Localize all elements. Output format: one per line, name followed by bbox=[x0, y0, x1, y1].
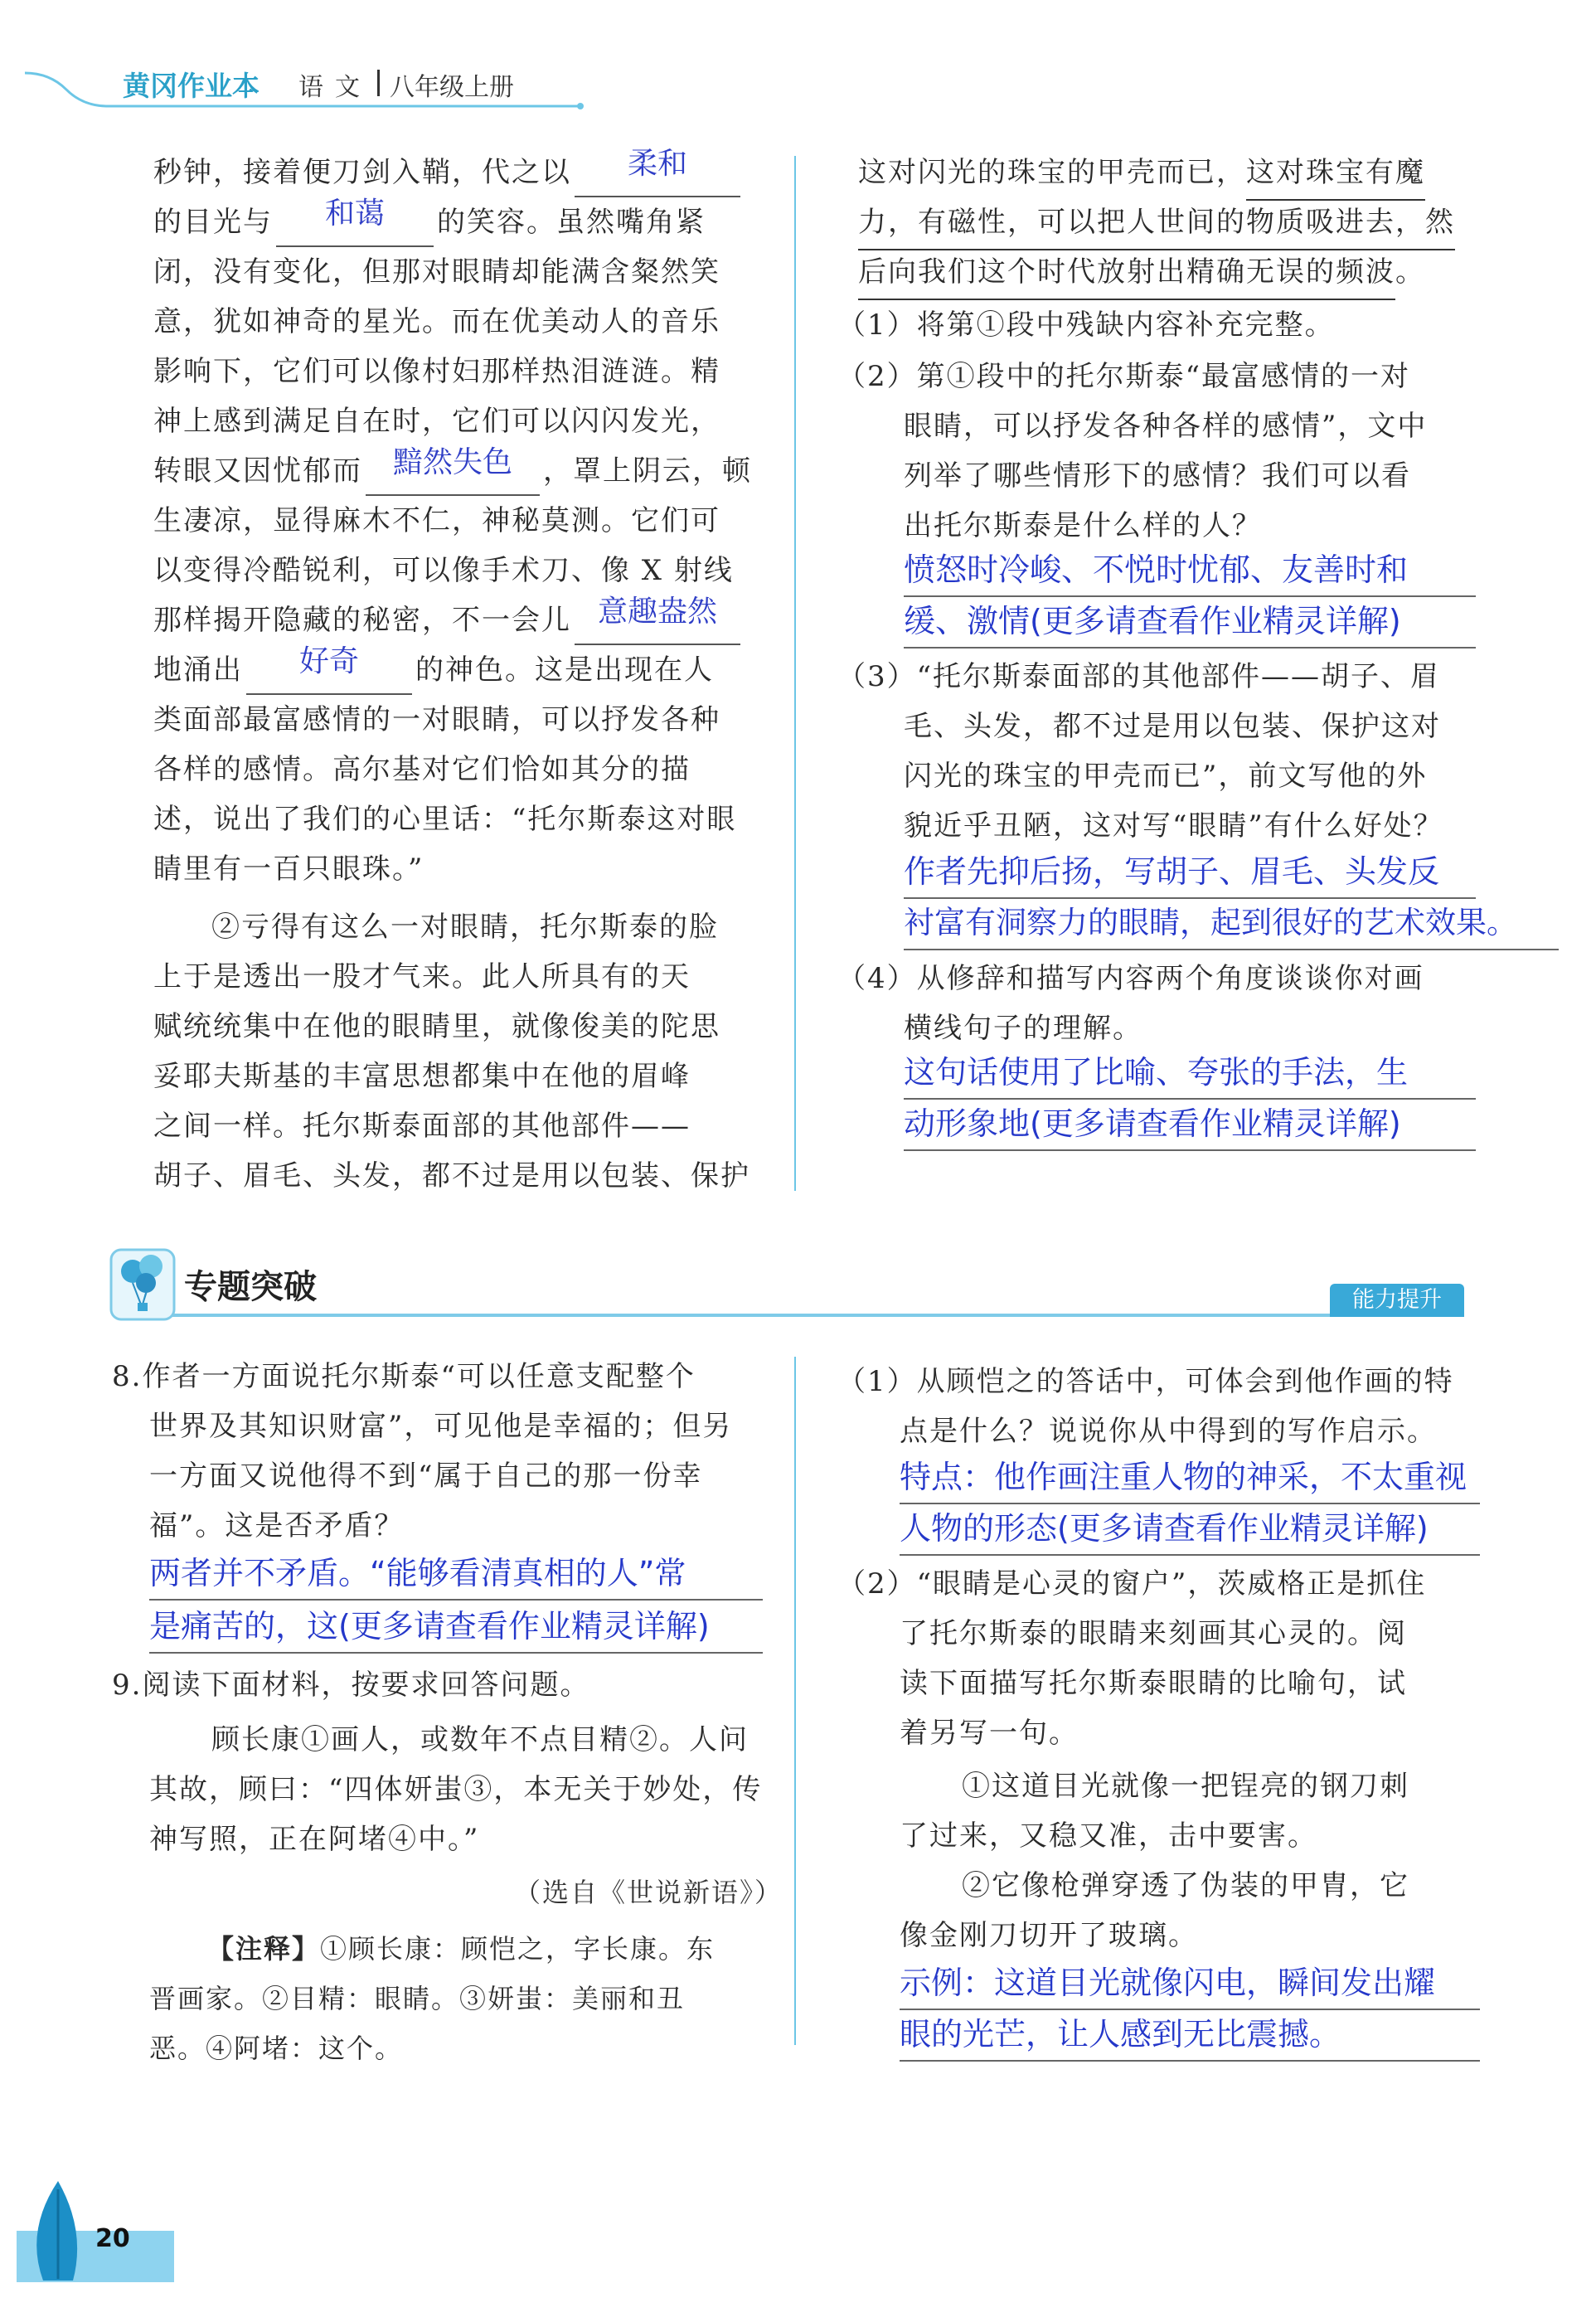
answer-line: 衬富有洞察力的眼睛，起到很好的艺术效果。 bbox=[904, 897, 1559, 950]
text-line: 之间一样。托尔斯泰面部的其他部件—— bbox=[153, 1110, 691, 1143]
answer-line: 示例：这道目光就像闪电，瞬间发出耀 bbox=[900, 1957, 1480, 2010]
text-line: 点是什么？说说你从中得到的写作启示。 bbox=[900, 1415, 1437, 1448]
section-rule bbox=[133, 1314, 1463, 1317]
text-line: 妥耶夫斯基的丰富思想都集中在他的眉峰 bbox=[153, 1060, 691, 1093]
fill-blank-4: 意趣盎然 bbox=[575, 605, 740, 645]
text-line: 貌近乎丑陋，这对写“眼睛”有什么好处？ bbox=[904, 809, 1443, 843]
classical-text-line: 其故，顾曰：“四体妍蚩③，本无关于妙处，传 bbox=[149, 1773, 763, 1806]
fill-blank-2: 和蔼 bbox=[276, 207, 434, 247]
question-4: （4）从修辞和描写内容两个角度谈谈你对画 bbox=[837, 962, 1424, 995]
text-line: 赋统统集中在他的眼睛里，就像俊美的陀思 bbox=[153, 1010, 720, 1043]
answer-line: 两者并不矛盾。“能够看清真相的人”常 bbox=[149, 1547, 763, 1601]
grade-label: 八年级上册 bbox=[390, 73, 514, 102]
underlined-sentence: 力，有磁性，可以把人世间的物质吸进去，然 bbox=[858, 197, 1455, 250]
text-line: 述，说出了我们的心里话：“托尔斯泰这对眼 bbox=[153, 803, 737, 836]
text-line: 睛里有一百只眼珠。” bbox=[153, 853, 424, 886]
answer-line: 动形象地(更多请查看作业精灵详解) bbox=[904, 1098, 1476, 1151]
text-line: 上于是透出一股才气来。此人所具有的天 bbox=[153, 960, 691, 993]
answer-line: 是痛苦的，这(更多请查看作业精灵详解) bbox=[149, 1601, 763, 1654]
text-line: 横线句子的理解。 bbox=[904, 1012, 1142, 1045]
text-line: 胡子、眉毛、头发，都不过是用以包装、保护 bbox=[153, 1159, 750, 1193]
text-line: 着另写一句。 bbox=[900, 1717, 1079, 1750]
text-line: 出托尔斯泰是什么样的人？ bbox=[904, 509, 1262, 542]
leaf-icon bbox=[0, 2173, 182, 2289]
text-line: 的目光与 和蔼 的笑容。虽然嘴角紧 bbox=[153, 197, 706, 247]
example-sentence: ②它像枪弹穿透了伪装的甲胄，它 bbox=[962, 1869, 1409, 1902]
text-line: 意，犹如神奇的星光。而在优美动人的音乐 bbox=[153, 305, 720, 338]
text-line: 闪光的珠宝的甲壳而已”，前文写他的外 bbox=[904, 760, 1428, 793]
fill-blank-1: 柔和 bbox=[575, 158, 740, 197]
text-line: 地涌出 好奇 的神色。这是出现在人 bbox=[153, 645, 714, 695]
classical-text-line: 神写照，正在阿堵④中。” bbox=[149, 1823, 480, 1856]
question-3: （3）“托尔斯泰面部的其他部件——胡子、眉 bbox=[837, 660, 1441, 693]
text-line: 那样揭开隐藏的秘密，不一会儿 意趣盎然 bbox=[153, 595, 744, 645]
text-line: 福”。这是否矛盾？ bbox=[149, 1509, 405, 1542]
example-sentence: 像金刚刀切开了玻璃。 bbox=[900, 1919, 1198, 1952]
balloon-icon bbox=[109, 1246, 177, 1323]
answer-line: 这句话使用了比喻、夸张的手法，生 bbox=[904, 1047, 1476, 1100]
fill-blank-5: 好奇 bbox=[246, 655, 412, 695]
answer-line: 作者先抑后扬，写胡子、眉毛、头发反 bbox=[904, 846, 1476, 899]
page-number: 20 bbox=[95, 2224, 130, 2253]
question-9-2: （2）“眼睛是心灵的窗户”，茨威格正是抓住 bbox=[837, 1567, 1427, 1601]
section-tag: 能力提升 bbox=[1330, 1284, 1464, 1317]
underlined-sentence: 后向我们这个时代放射出精确无误的频波 bbox=[858, 247, 1395, 300]
subject-label: 语文 bbox=[298, 73, 371, 102]
text-line bbox=[858, 197, 1455, 247]
source-citation: （选自《世说新语》） bbox=[514, 1877, 783, 1908]
text-line: 了托尔斯泰的眼睛来刻画其心灵的。阅 bbox=[900, 1617, 1407, 1650]
column-divider-top bbox=[794, 156, 796, 1191]
column-divider-bottom bbox=[794, 1357, 796, 2045]
text-line: 生凄凉，显得麻木不仁，神秘莫测。它们可 bbox=[153, 504, 720, 537]
fill-blank-3: 黯然失色 bbox=[366, 456, 540, 496]
annotation-line: 恶。④阿堵：这个。 bbox=[149, 2033, 404, 2064]
text-line: 后向我们这个时代放射出精确无误的频波。 bbox=[858, 247, 1425, 297]
classical-text-line: 顾长康①画人，或数年不点目精②。人问 bbox=[211, 1723, 749, 1756]
question-9-1: （1）从顾恺之的答话中，可体会到他作画的特 bbox=[837, 1365, 1454, 1398]
annotation-line: 晋画家。②目精：眼睛。③妍蚩：美丽和丑 bbox=[149, 1983, 686, 2014]
answer-line: 特点：他作画注重人物的神采，不太重视 bbox=[900, 1451, 1480, 1504]
text-line: 闭，没有变化，但那对眼睛却能满含粲然笑 bbox=[153, 255, 720, 289]
question-9: 9.阅读下面材料，按要求回答问题。 bbox=[112, 1669, 590, 1702]
text-line: 秒钟，接着便刀剑入鞘，代之以 柔和 bbox=[153, 148, 744, 197]
text-line: 这对闪光的珠宝的甲壳而已，这对珠宝有魔 bbox=[858, 148, 1425, 197]
annotation-line: 【注释】①顾长康：顾恺之，字长康。东 bbox=[207, 1933, 716, 1965]
brand-title: 黄冈作业本 bbox=[123, 70, 260, 102]
example-sentence: 了过来，又稳又准，击中要害。 bbox=[900, 1819, 1317, 1853]
header-decoration bbox=[0, 0, 630, 124]
text-line: 列举了哪些情形下的感情？我们可以看 bbox=[904, 459, 1411, 493]
answer-line: 眼的光芒，让人感到无比震撼。 bbox=[900, 2009, 1480, 2062]
text-line: 眼睛，可以抒发各种各样的感情”，文中 bbox=[904, 410, 1428, 443]
text-line: 一方面又说他得不到“属于自己的那一份幸 bbox=[149, 1460, 703, 1493]
answer-line: 愤怒时冷峻、不悦时忧郁、友善时和 bbox=[904, 544, 1476, 597]
text-line: 神上感到满足自在时，它们可以闪闪发光， bbox=[153, 405, 720, 438]
answer-line: 缓、激情(更多请查看作业精灵详解) bbox=[904, 595, 1476, 649]
question-1: （1）将第①段中残缺内容补充完整。 bbox=[837, 308, 1335, 342]
header-separator bbox=[377, 70, 380, 96]
text-line: 以变得冷酷锐利，可以像手术刀、像 X 射线 bbox=[153, 554, 734, 587]
question-2: （2）第①段中的托尔斯泰“最富感情的一对 bbox=[837, 360, 1411, 393]
text-line: 毛、头发，都不过是用以包装、保护这对 bbox=[904, 710, 1441, 743]
section-title: 专题突破 bbox=[184, 1268, 317, 1306]
underlined-sentence: 这对珠宝有魔 bbox=[1246, 148, 1425, 201]
text-line: 各样的感情。高尔基对它们恰如其分的描 bbox=[153, 753, 691, 786]
text-line: 类面部最富感情的一对眼睛，可以抒发各种 bbox=[153, 703, 720, 736]
text-line: 读下面描写托尔斯泰眼睛的比喻句，试 bbox=[900, 1667, 1407, 1700]
text-line: 转眼又因忧郁而 黯然失色 ，罩上阴云，顿 bbox=[153, 446, 752, 496]
answer-line: 人物的形态(更多请查看作业精灵详解) bbox=[900, 1503, 1480, 1556]
text-line: ②亏得有这么一对眼睛，托尔斯泰的脸 bbox=[211, 911, 719, 944]
question-8: 8.作者一方面说托尔斯泰“可以任意支配整个 bbox=[112, 1360, 696, 1393]
text-line: 世界及其知识财富”，可见他是幸福的；但另 bbox=[149, 1410, 733, 1443]
text-line: 影响下，它们可以像村妇那样热泪涟涟。精 bbox=[153, 355, 720, 388]
example-sentence: ①这道目光就像一把锃亮的钢刀刺 bbox=[962, 1770, 1409, 1803]
